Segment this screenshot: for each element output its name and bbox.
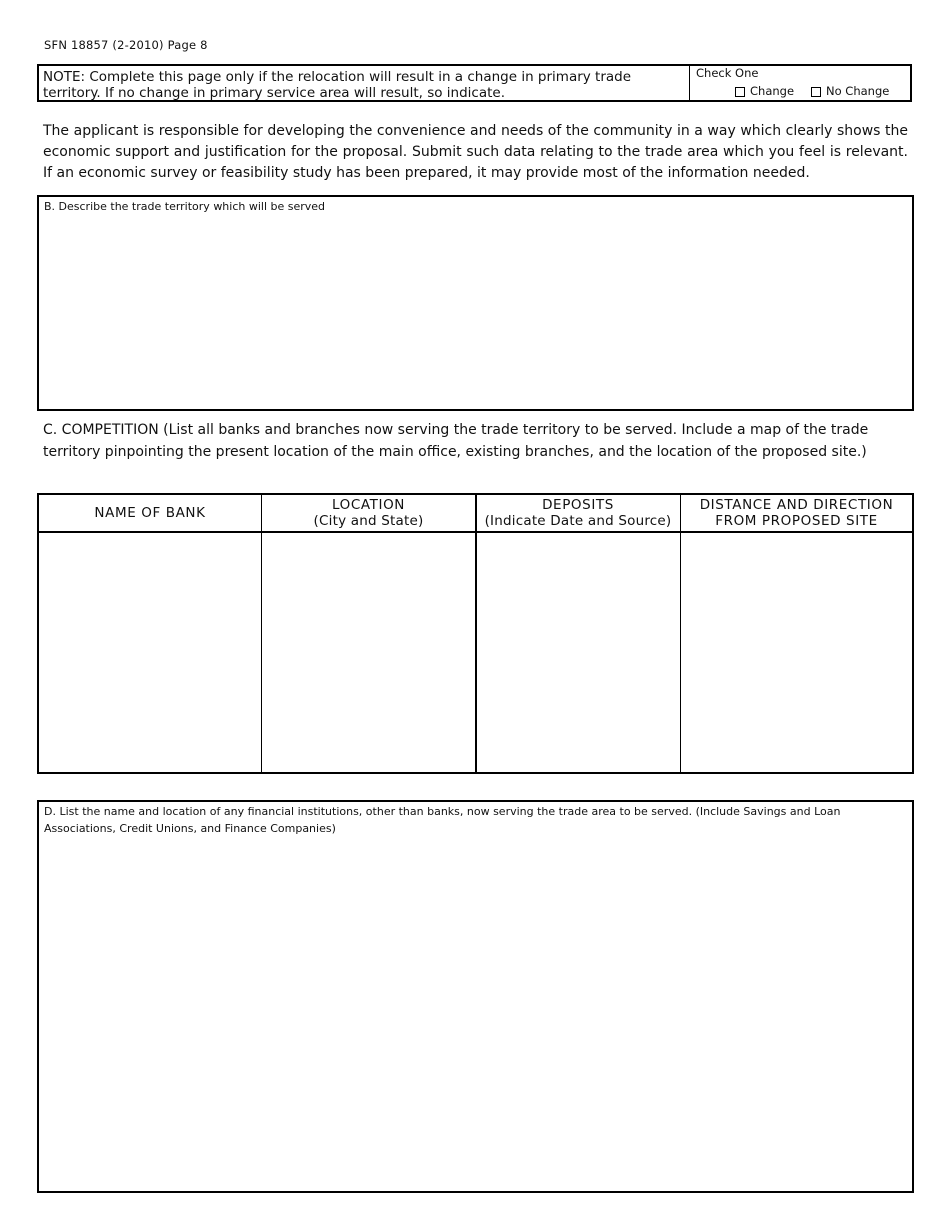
section-c-text: C. COMPETITION (List all banks and branches now serving the trade territory to be served. Include a map of the trade territory pinpointing the present location of the main office, existing branches, and the location of the proposed site.) <box>43 422 869 460</box>
change-label: Change <box>750 84 795 98</box>
other-institutions-field[interactable] <box>37 800 914 1193</box>
col-subtitle: (City and State) <box>313 513 424 529</box>
section-d-label: D. List the name and location of any financial institutions, other than banks, now serving the trade area to be served. (Include Savings and Loan Associations, Credit Unions, and Finance Companies) <box>44 805 841 835</box>
name-of-bank-field[interactable] <box>39 533 261 772</box>
form-header: SFN 18857 (2-2010) Page 8 <box>44 38 208 52</box>
location-field[interactable] <box>262 533 475 772</box>
col-title: DEPOSITS <box>542 497 614 513</box>
trade-territory-field[interactable] <box>37 195 914 411</box>
col-header-name-of-bank <box>39 495 261 531</box>
no-change-label: No Change <box>826 84 890 98</box>
competition-table <box>37 493 914 774</box>
change-checkbox[interactable] <box>735 87 745 97</box>
col-subtitle: FROM PROPOSED SITE <box>715 513 878 529</box>
col-title: NAME OF BANK <box>94 505 206 521</box>
no-change-checkbox[interactable] <box>811 87 821 97</box>
col-header-deposits <box>476 495 680 531</box>
deposits-field[interactable] <box>477 533 680 772</box>
check-one-label: Check One <box>696 66 759 80</box>
note-text: NOTE: Complete this page only if the relocation will result in a change in primary trade territory. If no change in primary service area will result, so indicate. <box>43 69 632 101</box>
col-header-location <box>262 495 475 531</box>
note-box <box>37 64 912 102</box>
col-title: DISTANCE AND DIRECTION <box>699 497 894 513</box>
col-title: LOCATION <box>331 497 406 513</box>
option-no-change[interactable] <box>811 84 889 98</box>
intro-paragraph: The applicant is responsible for developing the convenience and needs of the community in a way which clearly shows the economic support and justification for the proposal. Submit such data relating to the trade area which you feel is relevant. If an economic survey or feasibility study has been prepared, it may provide most of the information needed. <box>43 123 908 181</box>
distance-direction-field[interactable] <box>681 533 912 772</box>
section-b-label: B. Describe the trade territory which will be served <box>44 200 326 213</box>
note-divider <box>689 66 690 100</box>
col-subtitle: (Indicate Date and Source) <box>484 513 672 529</box>
col-header-distance <box>681 495 912 531</box>
option-change[interactable] <box>735 84 794 98</box>
